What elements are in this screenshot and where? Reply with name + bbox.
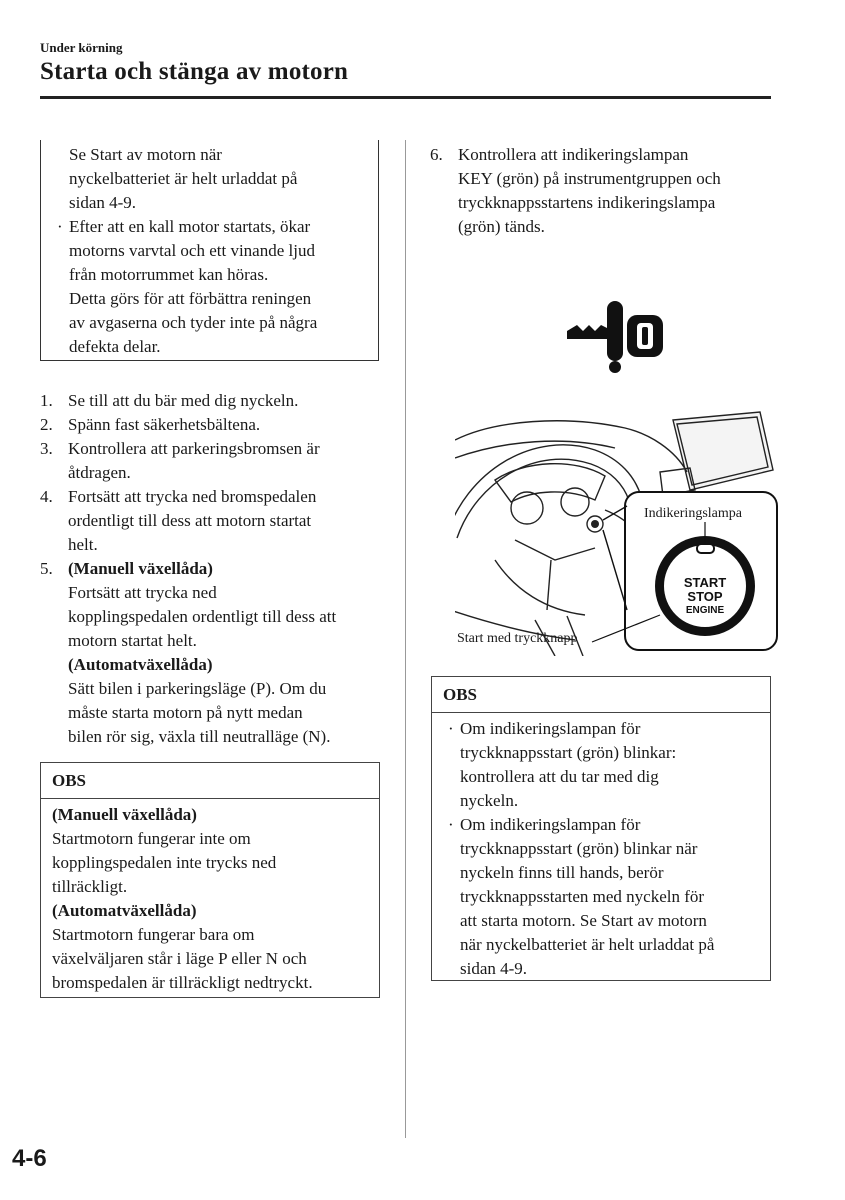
obs-line: Startmotorn fungerar inte om <box>52 829 251 848</box>
step-line: Fortsätt att trycka ned <box>68 583 217 602</box>
obs-line: när nyckelbatteriet är helt urladdat på <box>460 935 715 954</box>
obs-box-right <box>431 676 771 981</box>
step-subheading-auto: (Automatväxellåda) <box>68 655 213 674</box>
obs-bullet <box>448 717 764 813</box>
step-number: 4. <box>40 487 53 506</box>
button-text-start: START <box>683 575 727 590</box>
obs-subheading-auto: (Automatväxellåda) <box>52 901 197 920</box>
obs-line: tryckknappsstarten med nyckeln för <box>460 887 705 906</box>
obs-line: tryckknappsstart (grön) blinkar när <box>460 839 698 858</box>
note-line: sidan 4-9. <box>69 193 137 212</box>
dashboard-illustration <box>455 410 781 656</box>
note-line: nyckelbatteriet är helt urladdat på <box>69 169 298 188</box>
step-4 <box>40 485 385 557</box>
obs-line: att starta motorn. Se Start av motorn <box>460 911 707 930</box>
obs-line: sidan 4-9. <box>460 959 528 978</box>
column-divider <box>405 140 406 1138</box>
step-1 <box>40 389 385 413</box>
step-line: helt. <box>68 535 98 554</box>
obs-bullet <box>448 813 764 981</box>
callout-push-start: Start med tryckknapp <box>457 631 578 646</box>
page-title: Starta och stänga av motorn <box>40 58 349 85</box>
obs-body <box>432 713 770 981</box>
step-line: åtdragen. <box>68 463 131 482</box>
step-line: KEY (grön) på instrumentgruppen och <box>458 169 721 188</box>
obs-line: kopplingspedalen inte trycks ned <box>52 853 277 872</box>
obs-line: tillräckligt. <box>52 877 128 896</box>
step-subheading-manual: (Manuell växellåda) <box>68 559 213 578</box>
steps-list <box>40 389 385 749</box>
note-line: Detta görs för att förbättra reningen <box>69 289 312 308</box>
page-number: 4-6 <box>12 1145 47 1172</box>
step-3 <box>40 437 385 485</box>
obs-heading: OBS <box>432 677 770 713</box>
bullet-dot: · <box>57 217 63 236</box>
obs-line: tryckknappsstart (grön) blinkar: <box>460 743 677 762</box>
note-box-continued <box>40 140 379 361</box>
step-line: kopplingspedalen ordentligt till dess att <box>68 607 337 626</box>
obs-line: Om indikeringslampan för <box>460 815 641 834</box>
step-line: Sätt bilen i parkeringsläge (P). Om du <box>68 679 327 698</box>
note-line: defekta delar. <box>69 337 161 356</box>
step-number: 5. <box>40 559 53 578</box>
obs-body <box>41 799 379 995</box>
step-5 <box>40 557 385 749</box>
step-number: 1. <box>40 391 53 410</box>
step-line: Fortsätt att trycka ned bromspedalen <box>68 487 317 506</box>
note-line: från motorrummet kan höras. <box>69 265 269 284</box>
obs-line: nyckeln. <box>460 791 519 810</box>
note-bullet <box>57 215 374 359</box>
step-number: 6. <box>430 145 443 164</box>
bullet-dot: · <box>448 719 454 738</box>
note-line: Efter att en kall motor startats, ökar <box>69 217 311 236</box>
step-line: Kontrollera att indikeringslampan <box>458 145 689 164</box>
obs-line: bromspedalen är tillräckligt nedtryckt. <box>52 973 313 992</box>
obs-box-left <box>40 762 380 998</box>
button-text-stop: STOP <box>687 589 723 604</box>
step-6 <box>430 143 775 239</box>
step-line: tryckknappsstartens indikeringslampa <box>458 193 716 212</box>
step-line: Se till att du bär med dig nyckeln. <box>68 391 299 410</box>
step-line: motorn startat helt. <box>68 631 197 650</box>
obs-line: Om indikeringslampan för <box>460 719 641 738</box>
step-line: Kontrollera att parkeringsbromsen är <box>68 439 320 458</box>
step-number: 2. <box>40 415 53 434</box>
callout-indicator-lamp: Indikeringslampa <box>644 506 742 521</box>
note-line: Se Start av motorn när <box>69 145 222 164</box>
obs-line: Startmotorn fungerar bara om <box>52 925 255 944</box>
step-line: måste starta motorn på nytt medan <box>68 703 303 722</box>
note-line: motorns varvtal och ett vinande ljud <box>69 241 315 260</box>
bullet-dot: · <box>448 815 454 834</box>
step-number: 3. <box>40 439 53 458</box>
note-line: av avgaserna och tyder inte på några <box>69 313 318 332</box>
obs-line: nyckeln finns till hands, berör <box>460 863 664 882</box>
step-line: Spänn fast säkerhetsbältena. <box>68 415 261 434</box>
section-label: Under körning <box>40 40 123 55</box>
step-2 <box>40 413 385 437</box>
key-warning-icon <box>565 297 665 375</box>
step-line: bilen rör sig, växla till neutralläge (N). <box>68 727 331 746</box>
step-line: ordentligt till dess att motorn startat <box>68 511 312 530</box>
obs-line: kontrollera att du tar med dig <box>460 767 659 786</box>
button-text-engine: ENGINE <box>685 605 725 616</box>
obs-line: växelväljaren står i läge P eller N och <box>52 949 307 968</box>
step-line: (grön) tänds. <box>458 217 545 236</box>
obs-heading: OBS <box>41 763 379 799</box>
title-rule <box>40 96 771 99</box>
obs-subheading-manual: (Manuell växellåda) <box>52 805 197 824</box>
